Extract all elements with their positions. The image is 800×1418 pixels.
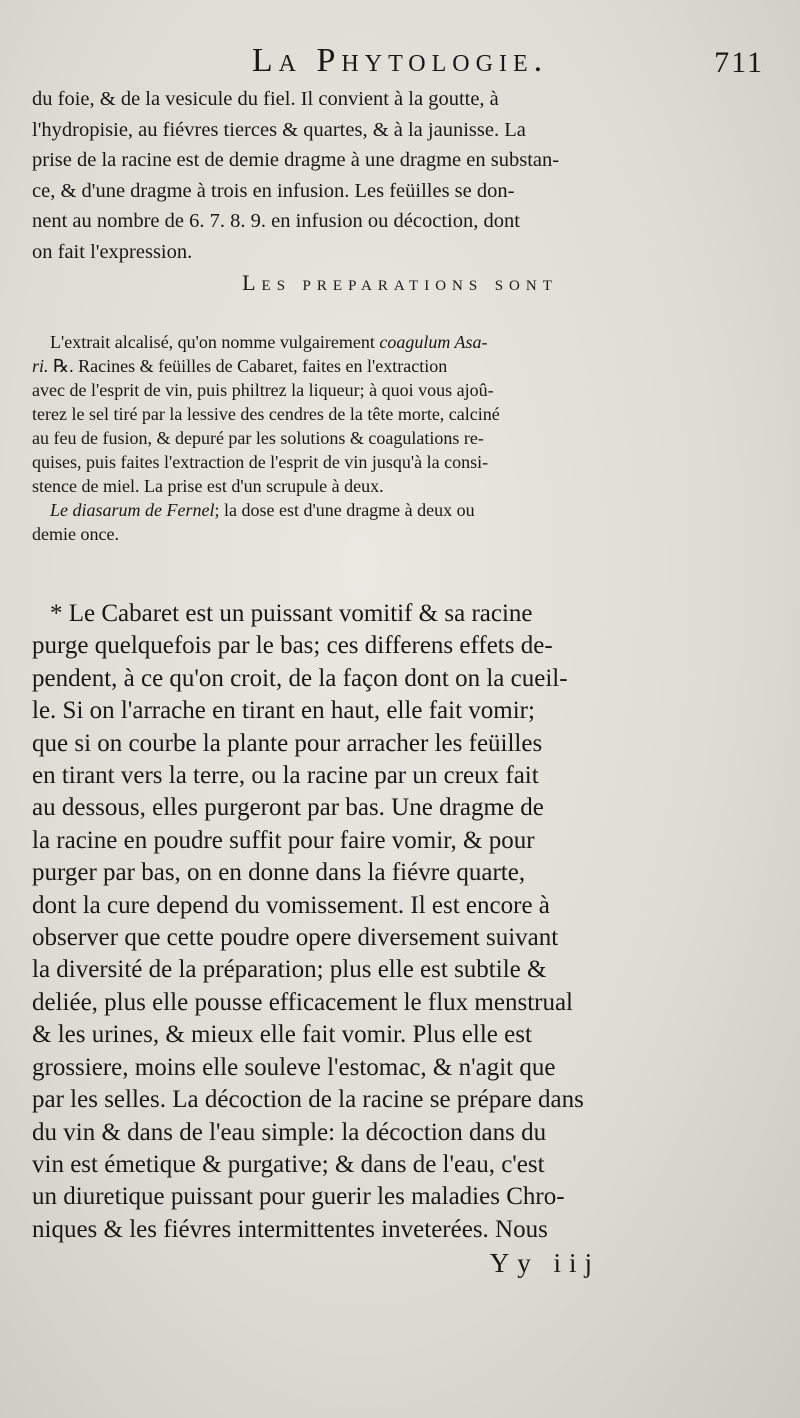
text-line: le. Si on l'arrache en tirant en haut, elle fait vomir; [32,697,535,725]
text-line: prise de la racine est de demie dragme à une dragme en substan- [32,149,560,171]
text-line: purge quelquefois par le bas; ces differens effets de- [32,632,553,660]
text-line: pendent, à ce qu'on croit, de la façon dont on la cueil- [32,664,568,692]
text-span: ℞. Racines & feüilles de Cabaret, faites en l'extraction [48,356,448,376]
text-line: dont la cure depend du vomissement. Il est encore à [32,891,550,919]
text-line: du vin & dans de l'eau simple: la décoction dans du [32,1118,547,1146]
text-line: ce, & d'une dragme à trois en infusion. Les feüilles se don- [32,179,515,202]
text-line: stence de miel. La prise est d'un scrupule à deux. [32,476,384,496]
text-line: la racine en poudre suffit pour faire vomir, & pour [32,826,535,854]
text-line: au dessous, elles purgeront par bas. Une dragme de [32,794,544,822]
text-span: L'extrait alcalisé, qu'on nomme vulgairement [50,332,380,352]
text-line: terez le sel tiré par la lessive des cendres de la tête morte, calciné [32,404,500,424]
text-line: du foie, & de la vesicule du fiel. Il convient à la goutte, à [32,88,499,110]
text-line [32,498,772,522]
text-line: quises, puis faites l'extraction de l'esprit de vin jusqu'à la consi- [32,452,489,472]
section-heading: Les preparations sont [242,270,558,295]
text-line: deliée, plus elle pousse efficacement le flux menstrual [32,988,574,1016]
text-line: par les selles. La décoction de la racine se prépare dans [32,1086,584,1114]
text-line: avec de l'esprit de vin, puis philtrez la liqueur; à quoi vous ajoû- [32,380,494,400]
text-line: la diversité de la préparation; plus elle est subtile & [32,956,547,984]
italic-term: coagulum Asa- [379,332,488,352]
text-line [32,330,772,354]
continuation-paragraph [32,84,772,267]
text-line: demie once. [32,524,119,544]
text-line: au feu de fusion, & depuré par les solutions & coagulations re- [32,428,484,448]
text-line: vin est émetique & purgative; & dans de l'eau, c'est [32,1150,545,1178]
text-line: que si on courbe la plante pour arracher les feüilles [32,729,543,757]
text-line: observer que cette poudre opere diversement suivant [32,924,559,952]
footnote-paragraph [32,598,772,1246]
text-line: & les urines, & mieux elle fait vomir. Plus elle est [32,1021,532,1049]
text-span: ; la dose est d'une dragme à deux ou [214,500,475,520]
text-line: l'hydropisie, au fiévres tierces & quartes, & à la jaunisse. La [32,118,526,141]
italic-term: Le diasarum de Fernel [50,500,215,520]
text-line: grossiere, moins elle souleve l'estomac, & n'agit que [32,1053,556,1081]
text-line: purger par bas, on en donne dans la fiévre quarte, [32,859,526,887]
text-line: on fait l'expression. [32,240,193,263]
text-line: niques & les fiévres intermittentes inveterées. Nous [32,1215,548,1243]
text-line: * Le Cabaret est un puissant vomitif & sa racine [50,600,533,627]
page-number: 711 [714,46,764,79]
signature-mark: Yy iij [489,1248,600,1278]
text-line: un diuretique puissant pour guerir les maladies Chro- [32,1183,565,1211]
running-title: La Phytologie. [251,42,549,79]
text-line: en tirant vers la terre, ou la racine par un creux fait [32,762,539,790]
text-line [32,354,772,378]
italic-term: ri. [32,356,49,376]
text-line: nent au nombre de 6. 7. 8. 9. en infusion ou décoction, dont [32,210,520,232]
preparations-paragraph [32,330,772,546]
